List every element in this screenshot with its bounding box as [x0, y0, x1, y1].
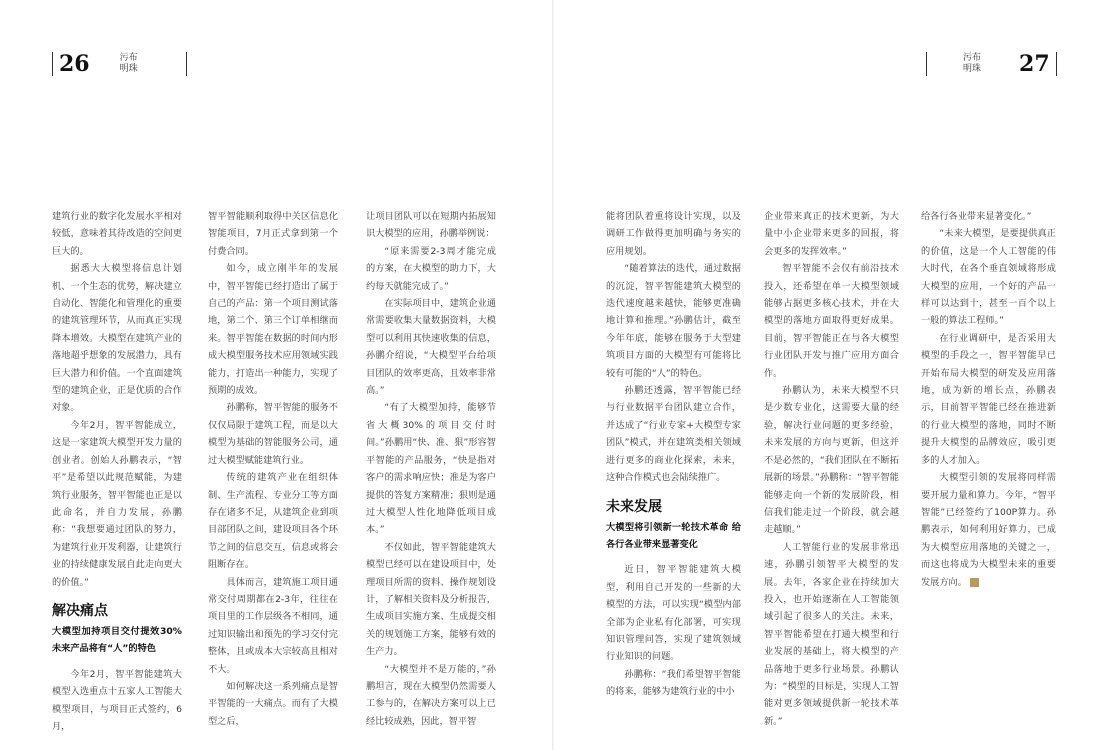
right-header-rule-start [926, 52, 927, 76]
section-title: 解决痛点 [52, 602, 108, 619]
page-gutter [552, 0, 554, 750]
right-column-1 [606, 208, 741, 701]
paragraph: 传统的建筑产业在组织体制、生产流程、专业分工等方面存在诸多不足，从建筑企业到项目部团队之间，建设项目各个环节之间的信息交互，信息或将会阻断存在。 [208, 472, 338, 571]
right-column-3 [921, 208, 1056, 591]
end-of-article-mark: 口 [970, 578, 979, 587]
paragraph: “随着算法的迭代，通过数据的沉淀，智平智能建筑大模型的迭代速度越来越快，能够更准确地计算和推理。”孙鹏估计，截至今年年底，能够在服务于大型建筑项目方面的大模型有可能将比较有可能的“人”的特色。 [606, 263, 741, 379]
paragraph [921, 469, 1056, 591]
paragraph: 在实际项目中，建筑企业通常需要收集大量数据资料，大模型可以利用其快速收集的信息，孙鹏介绍说，“大模型平台给项目团队的效率更高，且效率非常高。” [366, 298, 496, 397]
paragraph: “未来大模型，是要提供真正的价值，这是一个人工智能的伟大时代，在各个垂直领域将形成大模型的应用，一个好的产品一样可以达到十，甚至一百个以上一般的算法工程师。” [921, 228, 1056, 327]
paragraph: 建筑行业的数字化发展水平相对较低，意味着其待改造的空间更巨大的。 [52, 211, 182, 257]
left-header-rule [52, 52, 53, 76]
paragraph: 智平智能顺利取得中关区信息化智能项目，7月正式拿到第一个付费合同。 [208, 211, 338, 257]
paragraph: 据悉大大模型将信息计划机、一个生态的优势，解决建立自动化、智能化和管理化的重要的建筑管理环节，从而真正实现降本增效。大模型在建筑产业的落地超乎想象的发展潜力，具有巨大潜力和价值。一个直面建筑型的建筑企业，正是优质的合作对象。 [52, 263, 182, 414]
right-magazine-line2: 明珠 [963, 64, 982, 74]
right-magazine-name [963, 53, 981, 75]
section-subtitle: 大模型加持项目交付提效30% 未来产品将有“人”的特色 [52, 625, 182, 655]
right-page-number: 27 [1019, 51, 1050, 77]
left-magazine-line2: 明珠 [119, 64, 138, 74]
left-magazine-name [120, 53, 138, 75]
right-magazine-line1: 污布 [963, 53, 982, 63]
left-magazine-line1: 污布 [119, 53, 138, 63]
paragraph: 近日，智平智能建筑大模型，利用自己开发的一些新的大模型的方法，可以实现“模型内部全部为企业私有化部署，可实现知识管理问答，实现了建筑领域行业知识的问题。 [606, 564, 741, 663]
paragraph: 孙鹏称：“我们希望智平智能的将来，能够为建筑行业的中小 [606, 668, 741, 698]
paragraph: 让项目团队可以在短期内拓展知识大模型的应用，孙鹏举例说： [366, 211, 496, 240]
paragraph: 今年2月，智平智能成立，这是一家建筑大模型开发力量的创业者。创始人孙鹏表示，“智平”是希望以此规范赋能，为建筑行业服务，智平智能也正是以此命名，并自力发展，孙鹏称：“我想要通过团队的努力，为建筑行业开发利器，让建筑行业的持续健康发展自此走向更大的价值。” [52, 419, 182, 588]
left-page-number: 26 [59, 51, 90, 77]
paragraph: 在行业调研中，是否采用大模型的手段之一，智平智能早已开始布局大模型的研发及应用落地，成为新的增长点，孙鹏表示，目前智平智能已经在推进新的行业大模型的落地，同时不断提升大模型的品牌效应，吸引更多的人才加入。 [921, 332, 1056, 466]
paragraph: “大模型并不是万能的，”孙鹏坦言，现在大模型仍然需要人工参与的，在解决方案可以上已经比较成熟，因此，智平智 [366, 663, 496, 727]
right-page-header [926, 52, 1057, 76]
section-subtitle: 大模型将引领新一轮技术革命 给各行各业带来显著变化 [606, 521, 741, 550]
paragraph: 今年2月，智平智能建筑大模型入选重点十五家人工智能大模型项目，与项目正式签约，6月， [52, 668, 182, 732]
left-column-3 [366, 208, 496, 730]
paragraph: 人工智能行业的发展非常迅速，孙鹏引领智平大模型的发展。去年，各家企业在持续加大投入，也开始逐渐在人工智能领域引起了很多人的关注。未来，智平智能希望在打通大模型和行业发展的基础上，将大模型的产品落地于更多行业场景。孙鹏认为：“模型的目标是，实现人工智能对更多领域提供新一轮技术革新。” [764, 541, 899, 727]
left-page-header [52, 52, 187, 76]
paragraph: 企业带来真正的技术更新，为大量中小企业带来更多的回报，将会更多的发挥效率。” [764, 211, 899, 257]
paragraph: 能将团队着重将设计实现，以及调研工作做得更加明确与务实的应用规划。 [606, 211, 741, 257]
paragraph: 孙鹏认为，未来大模型不只是少数专业化，这需要大量的经验，解决行业问题的更多经验，未来发展的方向与更新，但这并不是必然的，“我们团队在不断拓展新的场景。”孙鹏称：“智平智能能够走向一个新的发展阶段，相信我们能走过一个阶段，就会越走越顺。” [764, 385, 899, 536]
paragraph: “有了大模型加持，能够节省大概30%的项目交付时间。”孙鹏用“快、准、狠”形容智平智能的产品服务，“快是指对客户的需求响应快；准是为客户提供的答复方案精准；狠则是通过大模型人性化地降低项目成本。” [366, 402, 496, 536]
paragraph: 智平智能不会仅有前沿技术投入，还希望在单一大模型领域能够占据更多核心技术，并在大模型的落地方面取得更好成果。目前，智平智能正在与各大模型行业团队开发与推广应用方面合作。 [764, 263, 899, 379]
paragraph: 如今，成立刚半年的发展中，智平智能已经打造出了属于自己的产品：第一个项目测试落地，第二个、第三个订单相继而来。智平智能在数据的时间内形成大模型服务技术应用领域实践能力，打造出一种能力，实现了预期的成效。 [208, 263, 338, 397]
paragraph: 具体而言，建筑施工项目通常交付周期都在2-3年，往往在项目里的工作层级各不相同，通过知识输出和预先的学习交付完整体，且或成本大宗较高且相对不大。 [208, 576, 338, 675]
left-header-rule-end [186, 52, 187, 76]
paragraph: 孙鹏还透露，智平智能已经与行业数据平台团队建立合作，并达成了“行业专家+大模型专家团队”模式，并在建筑类相关领域进行更多的商业化探索，未来，这种合作模式也会陆续推广。 [606, 385, 741, 484]
paragraph: 孙鹏称，智平智能的服务不仅仅局限于建筑工程，而是以大模型为基础的智能服务公司，通过大模型赋能建筑行业。 [208, 402, 338, 466]
paragraph: 给各行各业带来显著变化。” [921, 211, 1032, 222]
paragraph: 不仅如此，智平智能建筑大模型已经可以在建设项目中，处理项目所需的资料、操作规划设计，了解相关资料及分析报告，生成项目实施方案、生成提交相关的规划施工方案，能够有效的生产力。 [366, 541, 496, 658]
paragraph: 如何解决这一系列痛点是智平智能的一大痛点。而有了大模型之后， [208, 680, 338, 727]
section-title: 未来发展 [606, 498, 662, 515]
right-column-2 [764, 208, 899, 730]
left-column-1 [52, 208, 182, 735]
paragraph-text: 大模型引领的发展将同样需要开展力量和算力。今年，“智平智能”已经签约了100P算力。孙鹏表示，如何利用好算力，已成为大模型应用落地的关键之一，而这也将成为大模型未来的重要发展方向。 [921, 472, 1056, 588]
left-column-2 [208, 208, 338, 730]
paragraph: “原来需要2-3周才能完成的方案，在大模型的助力下，大约每天就能完成了。” [366, 245, 496, 292]
right-header-rule [1056, 52, 1057, 76]
